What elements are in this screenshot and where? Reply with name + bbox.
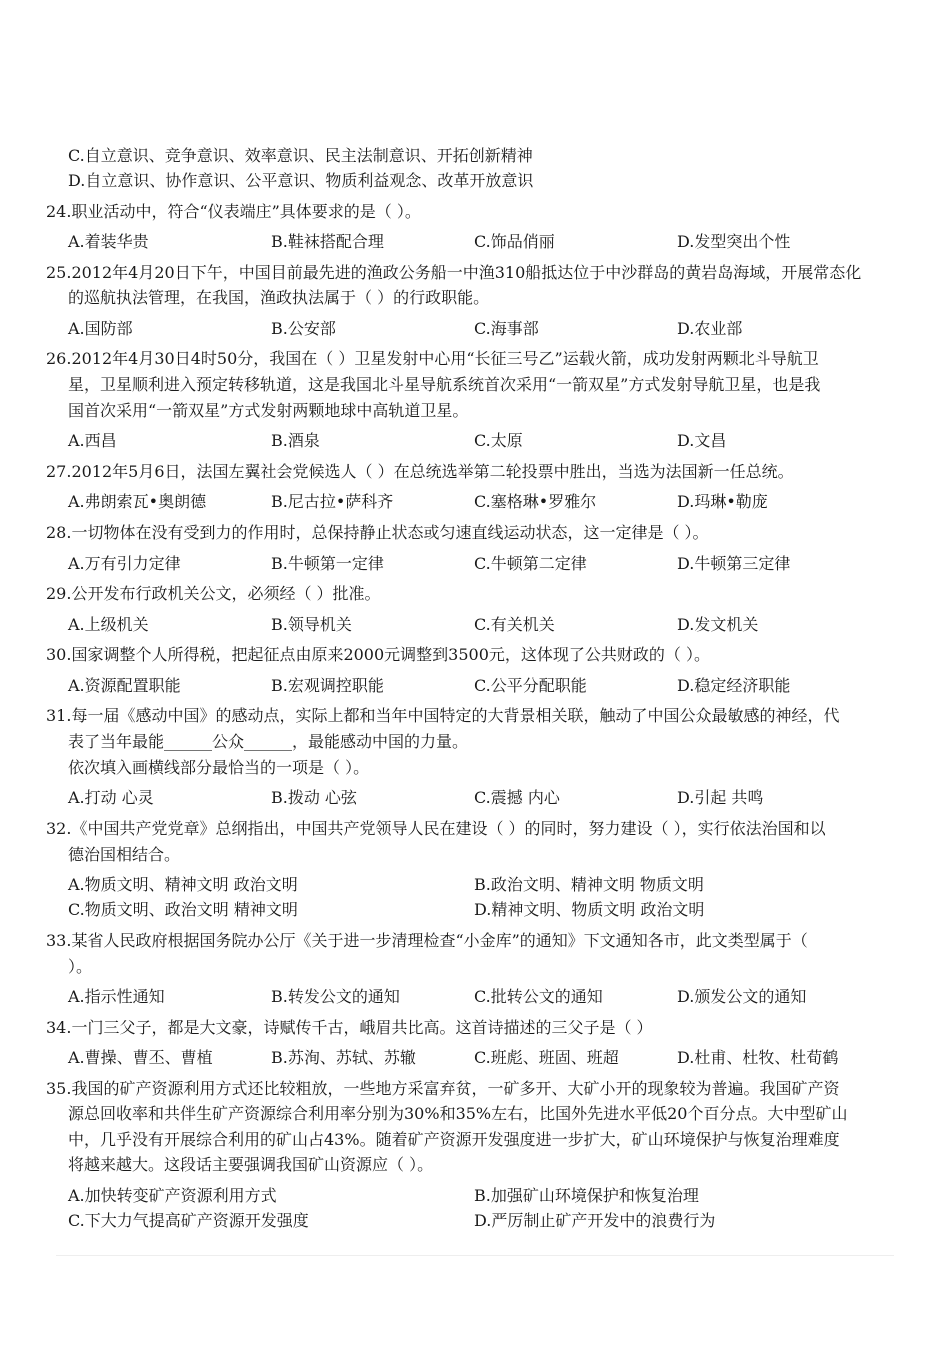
question-29-stem: 29.公开发布行政机关公文，必须经（ ）批准。 bbox=[46, 584, 381, 603]
q31-option-a: A.打动 心灵 bbox=[68, 788, 154, 807]
q30-option-a: A.资源配置职能 bbox=[68, 676, 181, 695]
question-28-stem: 28.一切物体在没有受到力的作用时，总保持静止状态或匀速直线运动状态，这一定律是（ ）。 bbox=[46, 523, 709, 542]
q34-option-a: A.曹操、曹丕、曹植 bbox=[68, 1048, 213, 1067]
q27-option-c: C.塞格琳•罗雅尔 bbox=[474, 492, 597, 511]
q28-option-d: D.牛顿第三定律 bbox=[677, 554, 791, 573]
question-35-stem-cont: 中，几乎没有开展综合利用的矿山占43%。随着矿产资源开发强度进一步扩大，矿山环境保护与恢复治理难度 bbox=[68, 1130, 840, 1149]
question-26-stem-cont: 国首次采用“一箭双星”方式发射两颗地球中高轨道卫星。 bbox=[68, 401, 469, 420]
q32-option-a: A.物质文明、精神文明 政治文明 bbox=[68, 875, 298, 894]
q23-option-c: C.自立意识、竞争意识、效率意识、民主法制意识、开拓创新精神 bbox=[68, 146, 533, 165]
q29-option-c: C.有关机关 bbox=[474, 615, 555, 634]
q35-option-b: B.加强矿山环境保护和恢复治理 bbox=[474, 1186, 699, 1205]
q24-option-b: B.鞋袜搭配合理 bbox=[271, 232, 384, 251]
question-34-stem: 34.一门三父子，都是大文豪，诗赋传千古，峨眉共比高。这首诗描述的三父子是（ ） bbox=[46, 1018, 653, 1037]
q25-option-c: C.海事部 bbox=[474, 319, 539, 338]
q30-option-d: D.稳定经济职能 bbox=[677, 676, 791, 695]
q26-option-d: D.文昌 bbox=[677, 431, 727, 450]
q26-option-c: C.太原 bbox=[474, 431, 523, 450]
q28-option-b: B.牛顿第一定律 bbox=[271, 554, 384, 573]
question-35-stem: 35.我国的矿产资源利用方式还比较粗放，一些地方采富弃贫，一矿多开、大矿小开的现象较为普遍。我国矿产资 bbox=[46, 1079, 840, 1098]
q34-option-c: C.班彪、班固、班超 bbox=[474, 1048, 619, 1067]
q23-option-d: D.自立意识、协作意识、公平意识、物质利益观念、改革开放意识 bbox=[68, 171, 534, 190]
page-divider bbox=[56, 1255, 894, 1256]
q31-option-d: D.引起 共鸣 bbox=[677, 788, 764, 807]
q32-option-b: B.政治文明、精神文明 物质文明 bbox=[474, 875, 704, 894]
question-31-stem-cont: 依次填入画横线部分最恰当的一项是（ ）。 bbox=[68, 758, 370, 777]
q30-option-b: B.宏观调控职能 bbox=[271, 676, 384, 695]
question-32-stem-cont: 德治国相结合。 bbox=[68, 845, 181, 864]
question-24-stem: 24.职业活动中，符合“仪表端庄”具体要求的是（ ）。 bbox=[46, 202, 421, 221]
q25-option-d: D.农业部 bbox=[677, 319, 743, 338]
question-32-stem: 32.《中国共产党党章》总纲指出，中国共产党领导人民在建设（ ）的同时，努力建设（ ），实行依法治国和以 bbox=[46, 819, 826, 838]
q25-option-a: A.国防部 bbox=[68, 319, 133, 338]
question-33-stem: 33.某省人民政府根据国务院办公厅《关于进一步清理检查“小金库”的通知》下文通知各市，此文类型属于（ bbox=[46, 931, 808, 950]
q35-option-a: A.加快转变矿产资源利用方式 bbox=[68, 1186, 277, 1205]
q33-option-b: B.转发公文的通知 bbox=[271, 987, 400, 1006]
q34-option-d: D.杜甫、杜牧、杜荀鹤 bbox=[677, 1048, 839, 1067]
q26-option-b: B.酒泉 bbox=[271, 431, 320, 450]
q27-option-b: B.尼古拉•萨科齐 bbox=[271, 492, 394, 511]
question-26-stem-cont: 星，卫星顺利进入预定转移轨道，这是我国北斗星导航系统首次采用“一箭双星”方式发射导航卫星，也是我 bbox=[68, 375, 821, 394]
q33-option-d: D.颁发公文的通知 bbox=[677, 987, 807, 1006]
q26-option-a: A.西昌 bbox=[68, 431, 117, 450]
q33-option-a: A.指示性通知 bbox=[68, 987, 165, 1006]
q31-option-b: B.拨动 心弦 bbox=[271, 788, 357, 807]
q28-option-a: A.万有引力定律 bbox=[68, 554, 181, 573]
q24-option-d: D.发型突出个性 bbox=[677, 232, 791, 251]
question-25-stem-cont: 的巡航执法管理，在我国，渔政执法属于（ ）的行政职能。 bbox=[68, 288, 490, 307]
question-33-stem-cont: ）。 bbox=[68, 957, 93, 976]
q29-option-d: D.发文机关 bbox=[677, 615, 759, 634]
q32-option-d: D.精神文明、物质文明 政治文明 bbox=[474, 900, 705, 919]
q25-option-b: B.公安部 bbox=[271, 319, 336, 338]
question-31-stem: 31.每一届《感动中国》的感动点，实际上都和当年中国特定的大背景相关联，触动了中国公众最敏感的神经，代 bbox=[46, 706, 840, 725]
question-30-stem: 30.国家调整个人所得税，把起征点由原来2000元调整到3500元，这体现了公共财政的（ ）。 bbox=[46, 645, 710, 664]
q29-option-b: B.领导机关 bbox=[271, 615, 352, 634]
question-25-stem: 25.2012年4月20日下午，中国目前最先进的渔政公务船一中渔310船抵达位于中沙群岛的黄岩岛海域，开展常态化 bbox=[46, 263, 862, 282]
question-27-stem: 27.2012年5月6日，法国左翼社会党候选人（ ）在总统选举第二轮投票中胜出，当选为法国新一任总统。 bbox=[46, 462, 794, 481]
q27-option-a: A.弗朗索瓦•奥朗德 bbox=[68, 492, 207, 511]
q32-option-c: C.物质文明、政治文明 精神文明 bbox=[68, 900, 298, 919]
question-31-stem-cont: 表了当年最能______公众______，最能感动中国的力量。 bbox=[68, 732, 469, 751]
q29-option-a: A.上级机关 bbox=[68, 615, 149, 634]
q31-option-c: C.震撼 内心 bbox=[474, 788, 560, 807]
question-35-stem-cont: 源总回收率和共伴生矿产资源综合利用率分别为30%和35%左右，比国外先进水平低20个百分点。大中型矿山 bbox=[68, 1104, 848, 1123]
q27-option-d: D.玛琳•勒庞 bbox=[677, 492, 768, 511]
q35-option-c: C.下大力气提高矿产资源开发强度 bbox=[68, 1211, 309, 1230]
q28-option-c: C.牛顿第二定律 bbox=[474, 554, 587, 573]
q30-option-c: C.公平分配职能 bbox=[474, 676, 587, 695]
question-35-stem-cont: 将越来越大。这段话主要强调我国矿山资源应（ ）。 bbox=[68, 1155, 434, 1174]
question-26-stem: 26.2012年4月30日4时50分，我国在（ ）卫星发射中心用“长征三号乙”运载火箭，成功发射两颗北斗导航卫 bbox=[46, 349, 819, 368]
q33-option-c: C.批转公文的通知 bbox=[474, 987, 603, 1006]
q24-option-a: A.着装华贵 bbox=[68, 232, 149, 251]
q24-option-c: C.饰品俏丽 bbox=[474, 232, 555, 251]
q35-option-d: D.严厉制止矿产开发中的浪费行为 bbox=[474, 1211, 716, 1230]
q34-option-b: B.苏洵、苏轼、苏辙 bbox=[271, 1048, 416, 1067]
